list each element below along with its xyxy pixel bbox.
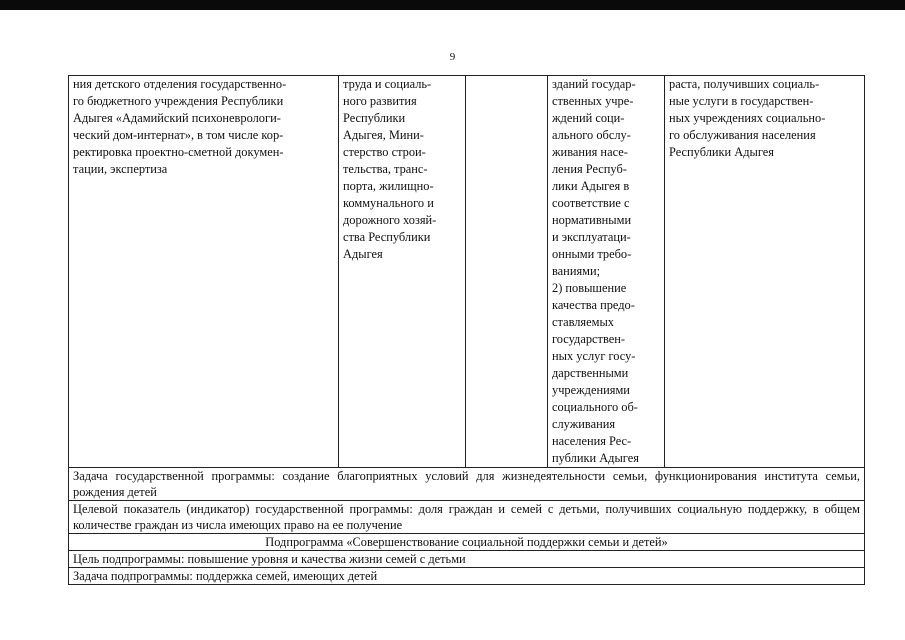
scan-top-edge bbox=[0, 0, 905, 10]
table-row bbox=[69, 501, 865, 534]
subprogram-task: Задача подпрограммы: поддержка семей, имеющих детей bbox=[69, 568, 865, 585]
subprogram-goal: Цель подпрограммы: повышение уровня и качества жизни семей с детьми bbox=[69, 551, 865, 568]
program-table bbox=[68, 75, 865, 585]
table-cell-executor bbox=[339, 76, 466, 468]
page-number: 9 bbox=[449, 51, 456, 63]
state-program-task: Задача государственной программы: создание благоприятных условий для жизнедеятельности семьи, функционирования института семьи, рождения детей bbox=[69, 468, 865, 501]
table-row bbox=[69, 551, 865, 568]
subprogram-title: Подпрограмма «Совершенствование социальной поддержки семьи и детей» bbox=[69, 534, 865, 551]
indicator-text: раста, получивших социаль- ные услуги в государствен- ных учреждениях социально- го обслуживания населения Республики Адыгея bbox=[669, 77, 826, 159]
executor-text: труда и социаль- ного развития Республики Адыгея, Мини- стерство строи- тельства, транс- порта, жилищно- коммунального и дорожного хозяй- ства Республики Адыгея bbox=[343, 77, 437, 261]
table-cell-measure bbox=[69, 76, 339, 468]
table-cell-result bbox=[548, 76, 665, 468]
target-indicator: Целевой показатель (индикатор) государственной программы: доля граждан и семей с детьми, получивших социальную поддержку, в общем количестве граждан из числа имеющих право на ее получение bbox=[69, 501, 865, 534]
table-cell-indicator bbox=[665, 76, 865, 468]
table-row bbox=[69, 568, 865, 585]
measure-text: ния детского отделения государственно- го бюджетного учреждения Республики Адыгея «Адамийский психоневрологи- ческий дом-интернат», в том числе кор- ректировка проектно-сметной докумен- тации, экспертиза bbox=[73, 77, 287, 176]
table-row bbox=[69, 534, 865, 551]
table-row bbox=[69, 468, 865, 501]
table-row bbox=[69, 76, 865, 468]
table-cell-empty bbox=[466, 76, 548, 468]
result-text: зданий государ- ственных учре- ждений соци- ального обслу- живания насе- ления Респуб- лики Адыгея в соответствие с нормативными и эксплуатаци- онными требо- ваниями; 2) повышение качества предо- ставляемых государствен- ных услуг госу- дарственными учреждениями социального об- служивания населения Рес- публики Адыгея bbox=[552, 77, 639, 465]
